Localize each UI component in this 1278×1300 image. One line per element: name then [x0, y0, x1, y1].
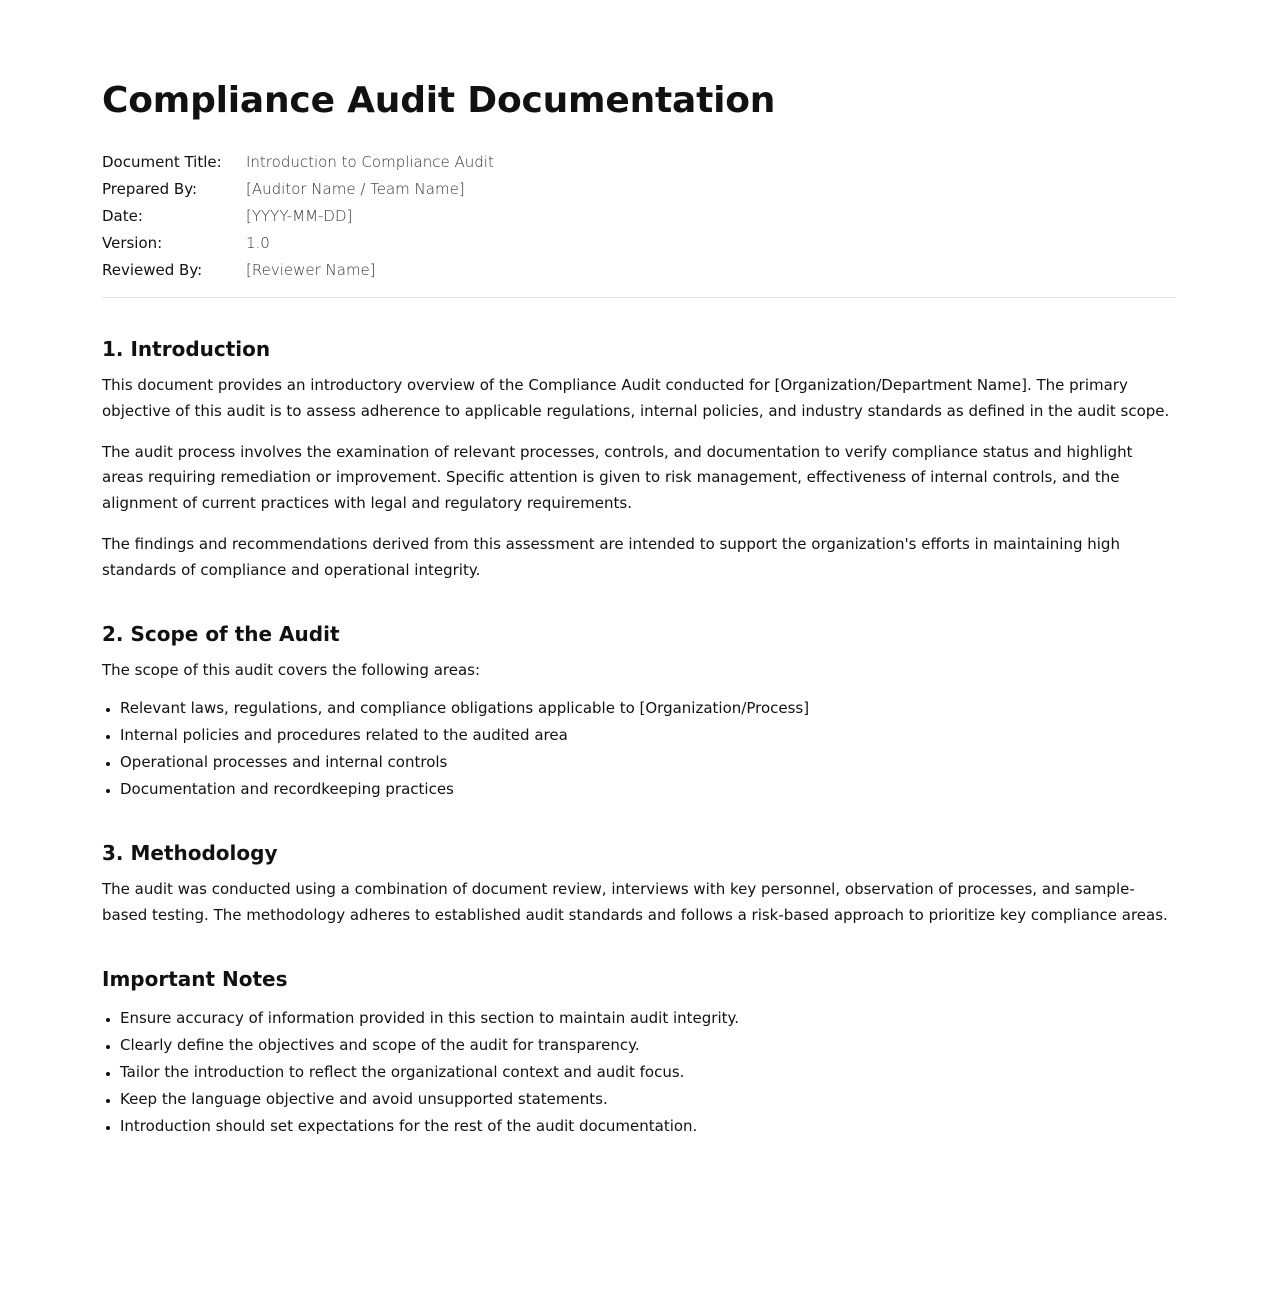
paragraph: This document provides an introductory overview of the Compliance Audit conducted for [Organization/Department Name]. The primary objective of this audit is to assess adherence to applicable regulations, internal policies, and industry standards as defined in the audit scope. [102, 376, 1170, 420]
section-important-notes [102, 965, 1176, 1140]
list-item: • Clearly define the objectives and scope of the audit for transparency. [120, 1032, 1176, 1059]
list-item: • Introduction should set expectations for the rest of the audit documentation. [120, 1113, 1176, 1140]
header-divider [102, 297, 1176, 298]
paragraph: The scope of this audit covers the following areas: [102, 660, 481, 679]
meta-label: Version: [102, 233, 163, 252]
section-introduction [102, 335, 1176, 584]
section-methodology [102, 839, 1176, 929]
section-heading: 1. Introduction [102, 337, 271, 361]
meta-label: Prepared By: [102, 179, 198, 198]
list-item: • Internal policies and procedures related to the audited area [120, 722, 1176, 749]
list-item: • Relevant laws, regulations, and compliance obligations applicable to [Organization/Process] [120, 695, 1176, 722]
page-title: Compliance Audit Documentation [102, 80, 776, 121]
list-item: • Keep the language objective and avoid unsupported statements. [120, 1086, 1176, 1113]
paragraph: The audit process involves the examination of relevant processes, controls, and documentation to verify compliance status and highlight areas requiring remediation or improvement. Specific attention is given to risk management, effectiveness of internal controls, and the alignment of current practices with legal and regulatory requirements. [102, 442, 1133, 513]
notes-list [102, 1005, 1176, 1140]
document-metadata [102, 148, 494, 283]
meta-value: [Reviewer Name] [246, 260, 376, 279]
list-item: • Tailor the introduction to reflect the organizational context and audit focus. [120, 1059, 1176, 1086]
meta-value: Introduction to Compliance Audit [246, 152, 494, 171]
list-item: • Operational processes and internal controls [120, 749, 1176, 776]
paragraph: The findings and recommendations derived from this assessment are intended to support the organization's efforts in maintaining high standards of compliance and operational integrity. [102, 534, 1120, 579]
paragraph: The audit was conducted using a combination of document review, interviews with key personnel, observation of processes, and sample-based testing. The methodology adheres to established audit standards and follows a risk-based approach to prioritize key compliance areas. [102, 880, 1168, 925]
meta-row [102, 148, 494, 175]
section-heading: 3. Methodology [102, 841, 278, 866]
meta-row [102, 229, 494, 256]
meta-row [102, 175, 494, 202]
meta-value: [Auditor Name / Team Name] [246, 179, 465, 198]
meta-row [102, 202, 494, 229]
section-scope [102, 620, 1176, 804]
meta-label: Date: [102, 206, 143, 225]
section-heading: Important Notes [102, 966, 288, 991]
section-heading: 2. Scope of the Audit [102, 621, 340, 646]
meta-label: Reviewed By: [102, 260, 203, 279]
meta-label: Document Title: [102, 152, 222, 171]
meta-row [102, 256, 494, 283]
list-item: • Documentation and recordkeeping practices [120, 776, 1176, 803]
list-item: • Ensure accuracy of information provided in this section to maintain audit integrity. [120, 1005, 1176, 1032]
meta-value: [YYYY-MM-DD] [246, 206, 353, 225]
scope-list [102, 695, 1176, 803]
document-page [102, 0, 1176, 1140]
meta-value: 1.0 [246, 233, 270, 252]
